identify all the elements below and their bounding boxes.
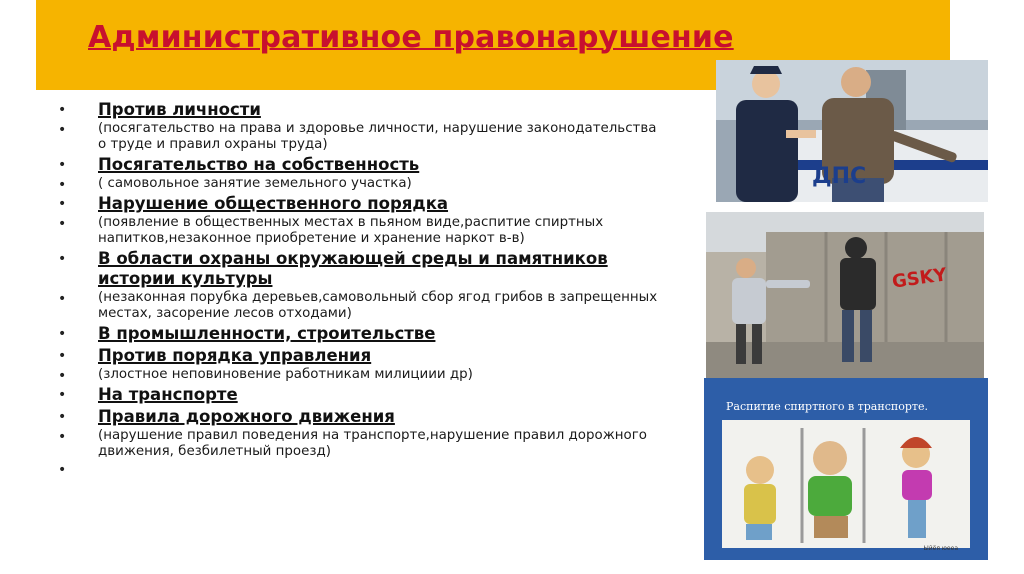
bullet-icon: • xyxy=(58,348,67,364)
bullet-icon: • xyxy=(58,368,67,384)
graffiti-text: GSKY xyxy=(890,264,948,293)
list-heading-text: Нарушение общественного порядка xyxy=(98,194,449,213)
list-heading-item xyxy=(58,194,658,214)
bullet-icon: • xyxy=(58,157,67,173)
cartoon-watermark: Ыйёя юееа xyxy=(923,545,958,552)
list-description-text: ( самовольное занятие земельного участка) xyxy=(98,176,412,191)
list-heading-text: Правила дорожного движения xyxy=(98,407,395,426)
list-heading-item xyxy=(58,100,658,120)
list-heading-item xyxy=(58,346,658,366)
list-description-text: (злостное неповиновение работникам милициии др) xyxy=(98,367,473,382)
bullet-icon: • xyxy=(58,216,67,232)
list-heading-item xyxy=(58,324,658,344)
list-heading-text: Против порядка управления xyxy=(98,346,372,365)
topics-list xyxy=(58,98,658,478)
bullet-icon: • xyxy=(58,177,67,193)
list-description-item xyxy=(58,176,658,192)
bullet-icon: • xyxy=(58,251,67,267)
list-description-text: (посягательство на права и здоровье личности, нарушение законодательства о труде и правил охраны труда) xyxy=(98,121,657,152)
list-description-text: (незаконная порубка деревьев,самовольный сбор ягод грибов в запрещенных местах, засорение лесов отходами) xyxy=(98,290,658,321)
list-heading-text: В области охраны окружающей среды и памятников истории культуры xyxy=(98,249,608,288)
bullet-icon: • xyxy=(58,196,67,212)
bullet-icon: • xyxy=(58,387,67,403)
bullet-icon: • xyxy=(58,291,67,307)
list-description-item xyxy=(58,290,658,322)
list-heading-item xyxy=(58,249,658,289)
list-heading-text: Против личности xyxy=(98,100,261,119)
list-heading-item xyxy=(58,155,658,175)
list-description-text: (нарушение правил поведения на транспорте,нарушение правил дорожного движения, безбилетный проезд) xyxy=(98,428,647,459)
list-description-text: (появление в общественных местах в пьяном виде,распитие спиртных напитков,незаконное приобретение и хранение наркот в-в) xyxy=(98,215,604,246)
bullet-icon: • xyxy=(58,462,67,478)
page-title: Административное правонарушение xyxy=(88,20,734,55)
cartoon-drinking-illustration xyxy=(704,378,988,560)
list-heading-item xyxy=(58,385,658,405)
list-description-item xyxy=(58,215,658,247)
bullet-icon: • xyxy=(58,409,67,425)
list-heading-text: В промышленности, строительстве xyxy=(98,324,436,343)
cartoon-caption: Распитие спиртного в транспорте. xyxy=(726,400,928,413)
list-description-item xyxy=(58,428,658,460)
list-heading-text: Посягательство на собственность xyxy=(98,155,420,174)
list-description-item xyxy=(58,121,658,153)
bullet-icon: • xyxy=(58,122,67,138)
list-heading-text: На транспорте xyxy=(98,385,238,404)
bullet-icon: • xyxy=(58,429,67,445)
list-heading-item xyxy=(58,407,658,427)
bullet-icon: • xyxy=(58,102,67,118)
police-car-label: ДПС xyxy=(812,164,867,189)
list-description-item xyxy=(58,367,658,383)
police-officer-photo xyxy=(716,60,988,202)
bullet-icon: • xyxy=(58,326,67,342)
graffiti-photo xyxy=(706,212,984,378)
